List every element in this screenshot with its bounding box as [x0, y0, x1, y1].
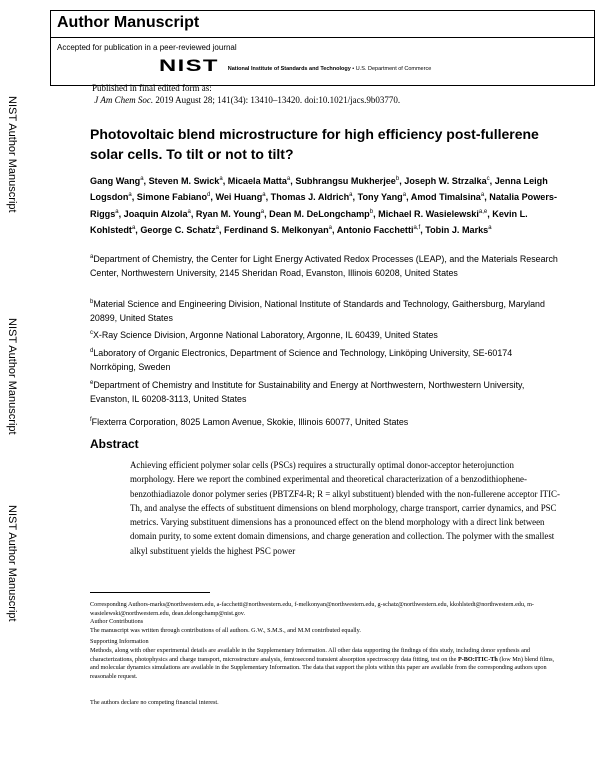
- author-name: George C. Schatz: [140, 225, 216, 236]
- sidebar-label-2: NIST Author Manuscript: [6, 318, 18, 435]
- author-name: Antonio Facchetti: [336, 225, 414, 236]
- author-affiliation-sup: a: [402, 192, 407, 199]
- published-line: Published in final edited form as:: [92, 83, 212, 93]
- affiliation: [90, 295, 560, 326]
- support-heading: Supporting Information: [90, 638, 149, 645]
- citation-line: [92, 94, 400, 106]
- author-name: Joaquin Alzola: [123, 208, 188, 219]
- affiliation-sup: c: [90, 330, 93, 336]
- author-affiliation-sup: a: [262, 192, 266, 199]
- affiliation-sup: e: [90, 380, 94, 386]
- affiliation-sup: a: [90, 254, 94, 260]
- author-name: Kevin L. Kohlstedt: [90, 208, 528, 236]
- affiliation-sup: d: [90, 348, 94, 354]
- author-name: Michael R. Wasielewski: [378, 208, 479, 219]
- author-name: Micaela Matta: [227, 176, 287, 187]
- author-affiliation-sup: c: [486, 176, 490, 182]
- affiliation-text: Flexterra Corporation, 8025 Lamon Avenue, Skokie, Illinois 60077, United States: [91, 416, 409, 427]
- nist-banner: [159, 58, 431, 74]
- support-text: [90, 647, 560, 681]
- abstract-heading: Abstract: [90, 437, 139, 451]
- author-name: Subhrangsu Mukherjee: [295, 176, 396, 187]
- author-affiliation-sup: a,e: [478, 208, 488, 215]
- nist-logo: NIST: [159, 56, 219, 75]
- affiliation-text: Department of Chemistry, the Center for Light Energy Activated Redox Processes (LEAP), and the Materials Research Center, Northwestern University, 2145 Sheridan Road, Evanston, Illinois 60208, United States: [90, 253, 558, 279]
- author-list: Gang Wang$^a$, Steven M. Swick$^a$, Micaela Matta$^a$, Subhrangsu Mukherjee$^b$, Joseph W. Strzalka$^c$, Jenna Leigh Logsdon$^a$, Simone Fabiano$^d$, Wei Huang$^a$, Thomas J. Aldrich$^a$, Tony Yang$^a$, Amod Timalsina$^a$, Natalia Powers-Riggs$^a$, Joaquin Alzola$^a$, Ryan M. Young$^a$, Dean M. DeLongchamp$^b$, Michael R. Wasielewski$^{a,e}$, Kevin L. Kohlstedt$^a$, George C. Schatz$^a$, Ferdinand S. Melkonyan$^a$, Antonio Facchetti$^{a,f}$, Tobin J. Marks$^a$: [90, 176, 557, 236]
- author-affiliation-sup: a: [140, 176, 144, 182]
- support-text-bold: P-BO:ITIC-Th: [457, 655, 498, 663]
- header-title: Author Manuscript: [57, 14, 200, 31]
- author-affiliation-sup: a: [128, 192, 132, 199]
- affiliation-text: Department of Chemistry and Institute for Sustainability and Energy at Northwestern, Northwestern University, Evanston, IL 60208-3113, United States: [90, 379, 525, 405]
- paper-title: Photovoltaic blend microstructure for high efficiency post-fullerene solar cells. To tilt or not to tilt?: [90, 126, 539, 162]
- publication-info: [92, 82, 400, 106]
- affiliation-text: X-Ray Science Division, Argonne National Laboratory, Argonne, IL 60439, United States: [93, 329, 438, 340]
- author-name: Ferdinand S. Melkonyan: [224, 225, 329, 236]
- footnote-rule: [90, 592, 210, 593]
- support-text-pre: Methods, along with other experimental details are available in the Supplementary Information. All other data supporting the findings of this study, including donor synthesis and characterizations, photophysics and charge transport, microstructure analysis, femtosecond transient absorption spectroscopy data fitting, test on the: [90, 647, 531, 663]
- support-text-post: (low Mn) blend films, and molecular dynamics simulations are available in the Supplementary Information. The data that support the plots within this paper are available from the corresponding authors upon reasonable request.: [90, 655, 555, 680]
- affiliation-text: Laboratory of Organic Electronics, Department of Science and Technology, Linköping University, SE-60174 Norrköping, Sweden: [90, 347, 513, 373]
- author-name: Dean M. DeLongchamp: [269, 208, 370, 219]
- header-divider: [51, 37, 594, 38]
- author-affiliation-sup: a: [328, 225, 332, 232]
- author-affiliation-sup: a: [260, 208, 265, 215]
- affiliation-text: Material Science and Engineering Division, National Institute of Standards and Technology, Gaithersburg, Maryland 20899, United States: [90, 298, 545, 324]
- author-name: Steven M. Swick: [148, 176, 220, 187]
- author-name: Natalia Powers-Riggs: [90, 192, 557, 219]
- affiliation: [90, 413, 560, 429]
- affiliation-sup: b: [90, 299, 94, 305]
- contributions-text: The manuscript was written through contributions of all authors. G.W., S.M.S., and M.M contributed equally.: [90, 627, 361, 634]
- author-affiliation-sup: a: [115, 208, 119, 215]
- affiliation: [90, 250, 560, 281]
- competing-interest: The authors declare no competing financial interest.: [90, 699, 219, 706]
- author-affiliation-sup: a: [219, 176, 223, 182]
- manuscript-header: [50, 10, 595, 86]
- author-name: Amod Timalsina: [410, 192, 481, 203]
- author-name: Tony Yang: [357, 192, 403, 203]
- author-affiliation-sup: a: [349, 192, 353, 199]
- author-affiliation-sup: a: [488, 225, 492, 232]
- nist-institute: National Institute of Standards and Technology: [227, 66, 351, 72]
- sidebar-label-3: NIST Author Manuscript: [6, 505, 18, 622]
- journal-name: J Am Chem Soc.: [94, 95, 154, 105]
- author-affiliation-sup: b: [369, 208, 374, 215]
- author-name: Ryan M. Young: [195, 208, 261, 219]
- author-affiliation-sup: a: [480, 192, 485, 199]
- nist-affiliation: [228, 64, 432, 74]
- nist-dept: • U.S. Department of Commerce: [350, 66, 432, 72]
- author-affiliation-sup: a: [215, 225, 219, 232]
- author-name: Tobin J. Marks: [425, 225, 489, 236]
- corresponding-authors: Corresponding Authors-marks@northwestern.edu, a-facchetti@northwestern.edu, f-melkonyan@northwestern.edu, g-schatz@northwestern.edu, kkohlstedt@northwestern.edu, m-wasielewski@northwestern.edu, dean.delongchamp@nist.gov.: [90, 601, 534, 617]
- author-affiliation-sup: a,f: [413, 225, 421, 232]
- author-affiliation-sup: a: [187, 208, 191, 215]
- author-affiliation-sup: d: [207, 192, 211, 199]
- author-affiliation-sup: a: [286, 176, 291, 182]
- header-subtitle: Accepted for publication in a peer-reviewed journal: [57, 43, 237, 52]
- affiliation-sup: f: [90, 417, 92, 423]
- author-name: Wei Huang: [215, 192, 263, 203]
- author-name: Thomas J. Aldrich: [270, 192, 350, 203]
- author-name: Jenna Leigh Logsdon: [90, 176, 548, 203]
- abstract-text: Achieving efficient polymer solar cells (PSCs) requires a structurally optimal donor-acceptor heterojunction morphology. Here we report the combined experimental and theoretical characterization of a benzodithiophene-benzothiadiazole donor polymer series (PBTZF4-R; R = alkyl substituent) blended with the non-fullerene acceptor ITIC-Th, and analyse the effects of substituent dimensions on blend morphology, charge transport, carrier dynamics, and PSC metrics. Varying substituent dimensions has a pronounced effect on the blend morphology with a direct link between domain purity, to some extent domain dimensions, and charge generation and collection. The polymer with the smallest alkyl substituent yields the highest PSC power: [130, 460, 560, 556]
- affiliation: [90, 326, 560, 342]
- author-name: Simone Fabiano: [136, 192, 208, 203]
- author-affiliation-sup: a: [131, 225, 136, 232]
- affiliation: [90, 376, 560, 407]
- citation-detail: 2019 August 28; 141(34): 13410–13420. doi:10.1021/jacs.9b03770.: [153, 95, 401, 105]
- author-name: Gang Wang: [90, 176, 141, 187]
- affiliation: [90, 344, 560, 375]
- author-affiliation-sup: b: [395, 176, 400, 182]
- sidebar-label-1: NIST Author Manuscript: [6, 96, 18, 213]
- author-name: Joseph W. Strzalka: [404, 176, 487, 187]
- contributions-heading: Author Contributions: [90, 618, 144, 625]
